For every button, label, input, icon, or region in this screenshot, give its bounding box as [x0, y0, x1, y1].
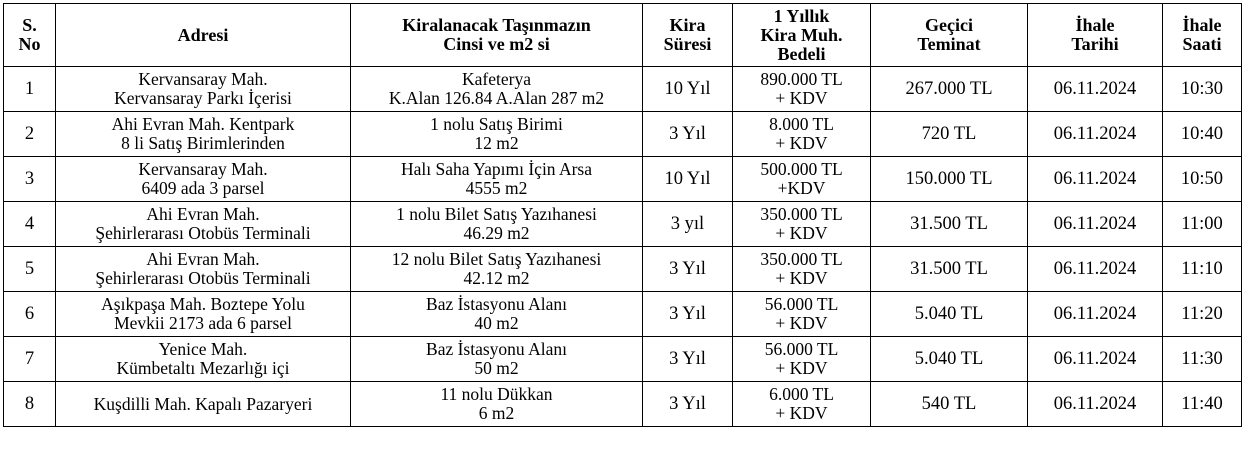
cell-term: 3 yıl — [643, 202, 733, 247]
cell-date: 06.11.2024 — [1028, 337, 1163, 382]
header-date: İhale Tarihi — [1028, 4, 1163, 67]
cell-deposit: 150.000 TL — [871, 157, 1028, 202]
cell-term: 3 Yıl — [643, 337, 733, 382]
header-row — [4, 4, 1242, 67]
cell-deposit: 267.000 TL — [871, 67, 1028, 112]
cell-no: 8 — [4, 382, 56, 427]
cell-no: 6 — [4, 292, 56, 337]
cell-date: 06.11.2024 — [1028, 157, 1163, 202]
cell-no: 2 — [4, 112, 56, 157]
cell-property: Kafeterya K.Alan 126.84 A.Alan 287 m2 — [351, 67, 643, 112]
cell-term: 10 Yıl — [643, 157, 733, 202]
cell-address: Kervansaray Mah. Kervansaray Parkı İçerisi — [56, 67, 351, 112]
cell-address: Aşıkpaşa Mah. Boztepe Yolu Mevkii 2173 ada 6 parsel — [56, 292, 351, 337]
cell-term: 10 Yıl — [643, 67, 733, 112]
cell-rent: 56.000 TL + KDV — [733, 337, 871, 382]
cell-date: 06.11.2024 — [1028, 247, 1163, 292]
cell-rent: 350.000 TL + KDV — [733, 247, 871, 292]
tender-table — [3, 3, 1242, 427]
cell-no: 1 — [4, 67, 56, 112]
table-row — [4, 382, 1242, 427]
header-rent: 1 Yıllık Kira Muh. Bedeli — [733, 4, 871, 67]
cell-property: Baz İstasyonu Alanı 40 m2 — [351, 292, 643, 337]
cell-time: 11:10 — [1163, 247, 1242, 292]
cell-no: 3 — [4, 157, 56, 202]
header-no: S. No — [4, 4, 56, 67]
cell-property: Halı Saha Yapımı İçin Arsa 4555 m2 — [351, 157, 643, 202]
cell-time: 11:00 — [1163, 202, 1242, 247]
cell-time: 10:40 — [1163, 112, 1242, 157]
cell-deposit: 540 TL — [871, 382, 1028, 427]
cell-deposit: 5.040 TL — [871, 337, 1028, 382]
cell-address: Ahi Evran Mah. Şehirlerarası Otobüs Terminali — [56, 247, 351, 292]
cell-date: 06.11.2024 — [1028, 292, 1163, 337]
cell-time: 10:30 — [1163, 67, 1242, 112]
cell-property: 11 nolu Dükkan 6 m2 — [351, 382, 643, 427]
table-row — [4, 337, 1242, 382]
cell-no: 5 — [4, 247, 56, 292]
cell-deposit: 5.040 TL — [871, 292, 1028, 337]
table-row — [4, 67, 1242, 112]
table-row — [4, 112, 1242, 157]
cell-term: 3 Yıl — [643, 292, 733, 337]
cell-deposit: 720 TL — [871, 112, 1028, 157]
cell-address: Yenice Mah. Kümbetaltı Mezarlığı içi — [56, 337, 351, 382]
cell-term: 3 Yıl — [643, 112, 733, 157]
cell-address: Ahi Evran Mah. Kentpark 8 li Satış Birimlerinden — [56, 112, 351, 157]
cell-no: 7 — [4, 337, 56, 382]
cell-property: Baz İstasyonu Alanı 50 m2 — [351, 337, 643, 382]
table-row — [4, 247, 1242, 292]
cell-term: 3 Yıl — [643, 382, 733, 427]
cell-deposit: 31.500 TL — [871, 247, 1028, 292]
cell-address: Ahi Evran Mah. Şehirlerarası Otobüs Terminali — [56, 202, 351, 247]
cell-rent: 8.000 TL + KDV — [733, 112, 871, 157]
cell-rent: 350.000 TL + KDV — [733, 202, 871, 247]
cell-property: 1 nolu Bilet Satış Yazıhanesi 46.29 m2 — [351, 202, 643, 247]
cell-deposit: 31.500 TL — [871, 202, 1028, 247]
header-time: İhale Saati — [1163, 4, 1242, 67]
cell-date: 06.11.2024 — [1028, 382, 1163, 427]
header-address: Adresi — [56, 4, 351, 67]
cell-rent: 6.000 TL + KDV — [733, 382, 871, 427]
cell-date: 06.11.2024 — [1028, 67, 1163, 112]
cell-time: 11:30 — [1163, 337, 1242, 382]
cell-rent: 890.000 TL + KDV — [733, 67, 871, 112]
cell-time: 10:50 — [1163, 157, 1242, 202]
cell-date: 06.11.2024 — [1028, 202, 1163, 247]
cell-date: 06.11.2024 — [1028, 112, 1163, 157]
table-row — [4, 292, 1242, 337]
table-body — [4, 67, 1242, 427]
cell-rent: 500.000 TL +KDV — [733, 157, 871, 202]
header-term: Kira Süresi — [643, 4, 733, 67]
cell-time: 11:20 — [1163, 292, 1242, 337]
cell-property: 1 nolu Satış Birimi 12 m2 — [351, 112, 643, 157]
cell-time: 11:40 — [1163, 382, 1242, 427]
cell-property: 12 nolu Bilet Satış Yazıhanesi 42.12 m2 — [351, 247, 643, 292]
header-deposit: Geçici Teminat — [871, 4, 1028, 67]
table-row — [4, 202, 1242, 247]
cell-address: Kuşdilli Mah. Kapalı Pazaryeri — [56, 382, 351, 427]
cell-rent: 56.000 TL + KDV — [733, 292, 871, 337]
header-property: Kiralanacak Taşınmazın Cinsi ve m2 si — [351, 4, 643, 67]
cell-address: Kervansaray Mah. 6409 ada 3 parsel — [56, 157, 351, 202]
table-row — [4, 157, 1242, 202]
cell-term: 3 Yıl — [643, 247, 733, 292]
table-header — [4, 4, 1242, 67]
cell-no: 4 — [4, 202, 56, 247]
